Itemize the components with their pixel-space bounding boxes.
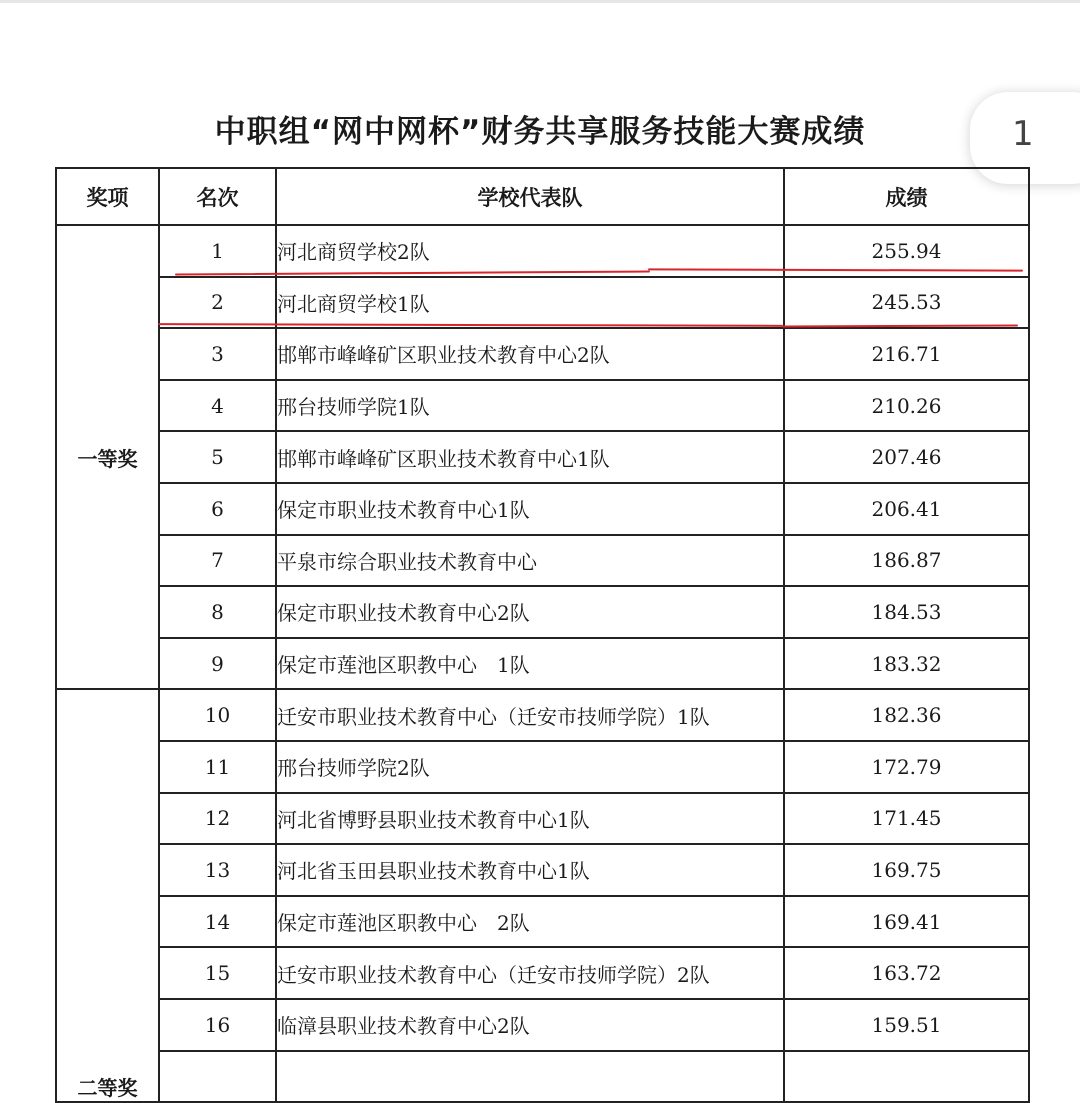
school-cell: 邯郸市峰峰矿区职业技术教育中心2队 <box>276 328 784 380</box>
table-row <box>56 896 1029 948</box>
rank-cell: 1 <box>159 225 276 277</box>
school-cell: 河北商贸学校1队 <box>276 277 784 329</box>
header-school: 学校代表队 <box>276 168 784 225</box>
table-row <box>56 586 1029 638</box>
header-rank: 名次 <box>159 168 276 225</box>
table-row <box>56 947 1029 999</box>
score-cell: 245.53 <box>784 277 1029 329</box>
school-cell: 保定市职业技术教育中心1队 <box>276 483 784 535</box>
score-cell: 206.41 <box>784 483 1029 535</box>
rank-cell: 15 <box>159 947 276 999</box>
rank-cell: 9 <box>159 638 276 690</box>
score-cell: 255.94 <box>784 225 1029 277</box>
school-cell: 保定市莲池区职教中心 2队 <box>276 896 784 948</box>
results-table <box>55 167 1030 1103</box>
school-cell: 保定市莲池区职教中心 1队 <box>276 638 784 690</box>
table-row <box>56 535 1029 587</box>
score-cell: 169.41 <box>784 896 1029 948</box>
score-cell: 169.75 <box>784 844 1029 896</box>
rank-cell: 10 <box>159 689 276 741</box>
rank-cell: 5 <box>159 431 276 483</box>
table-row <box>56 431 1029 483</box>
header-score: 成绩 <box>784 168 1029 225</box>
rank-cell: 16 <box>159 999 276 1051</box>
score-cell: 183.32 <box>784 638 1029 690</box>
award-cell: 一等奖 <box>56 225 159 689</box>
score-cell: 159.51 <box>784 999 1029 1051</box>
empty-cell <box>784 1051 1029 1103</box>
score-cell: 182.36 <box>784 689 1029 741</box>
school-cell: 迁安市职业技术教育中心（迁安市技师学院）2队 <box>276 947 784 999</box>
table-row <box>56 844 1029 896</box>
table-row <box>56 328 1029 380</box>
school-cell: 平泉市综合职业技术教育中心 <box>276 535 784 587</box>
school-cell: 邯郸市峰峰矿区职业技术教育中心1队 <box>276 431 784 483</box>
score-cell: 184.53 <box>784 586 1029 638</box>
rank-cell: 6 <box>159 483 276 535</box>
table-row-partial <box>56 1051 1029 1103</box>
score-cell: 207.46 <box>784 431 1029 483</box>
rank-cell: 4 <box>159 380 276 432</box>
top-edge <box>0 0 1080 3</box>
table-row <box>56 999 1029 1051</box>
empty-cell <box>159 1051 276 1103</box>
rank-cell: 3 <box>159 328 276 380</box>
rank-cell: 12 <box>159 793 276 845</box>
table-row <box>56 483 1029 535</box>
school-cell: 邢台技师学院1队 <box>276 380 784 432</box>
table-row <box>56 380 1029 432</box>
score-cell: 171.45 <box>784 793 1029 845</box>
school-cell: 临漳县职业技术教育中心2队 <box>276 999 784 1051</box>
school-cell: 河北省博野县职业技术教育中心1队 <box>276 793 784 845</box>
school-cell: 河北商贸学校2队 <box>276 225 784 277</box>
score-cell: 172.79 <box>784 741 1029 793</box>
header-award: 奖项 <box>56 168 159 225</box>
rank-cell: 2 <box>159 277 276 329</box>
score-cell: 216.71 <box>784 328 1029 380</box>
award-cell: 二等奖 <box>56 689 159 1102</box>
table-row <box>56 741 1029 793</box>
school-cell: 邢台技师学院2队 <box>276 741 784 793</box>
page-number: 1 <box>1012 114 1034 154</box>
table-header <box>56 168 1029 225</box>
table-body <box>56 225 1029 1102</box>
rank-cell: 8 <box>159 586 276 638</box>
school-cell: 河北省玉田县职业技术教育中心1队 <box>276 844 784 896</box>
empty-cell <box>276 1051 784 1103</box>
score-cell: 210.26 <box>784 380 1029 432</box>
rank-cell: 11 <box>159 741 276 793</box>
score-cell: 186.87 <box>784 535 1029 587</box>
document-title: 中职组“网中网杯”财务共享服务技能大赛成绩 <box>214 114 866 150</box>
header-row <box>56 168 1029 225</box>
table-row <box>56 689 1029 741</box>
rank-cell: 13 <box>159 844 276 896</box>
school-cell: 迁安市职业技术教育中心（迁安市技师学院）1队 <box>276 689 784 741</box>
table-row <box>56 277 1029 329</box>
table-row <box>56 638 1029 690</box>
school-cell: 保定市职业技术教育中心2队 <box>276 586 784 638</box>
table-row <box>56 793 1029 845</box>
rank-cell: 14 <box>159 896 276 948</box>
score-cell: 163.72 <box>784 947 1029 999</box>
rank-cell: 7 <box>159 535 276 587</box>
